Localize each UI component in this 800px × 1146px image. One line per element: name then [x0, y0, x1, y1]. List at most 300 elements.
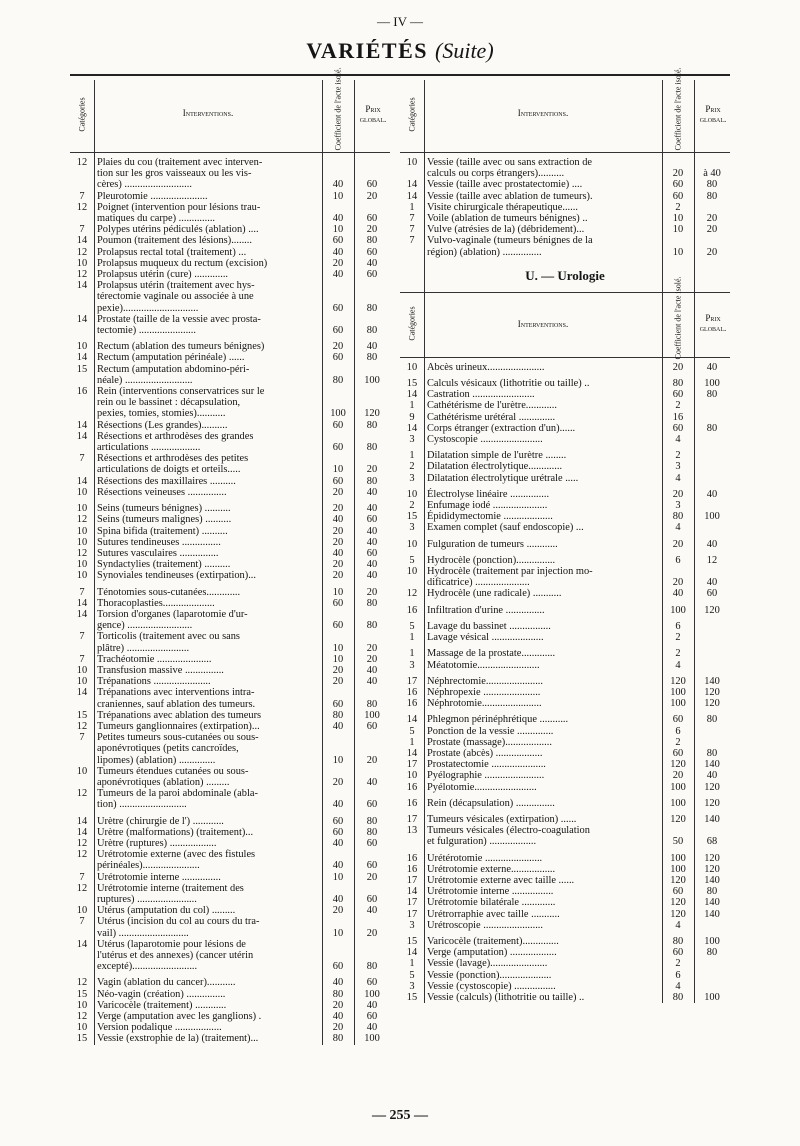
intervention-cell: Vulve (atrésies de la) (débridement)...: [427, 224, 585, 236]
table-row: [70, 247, 390, 258]
header-interventions: Interventions.: [182, 108, 234, 118]
coefficient-cell: 60: [672, 389, 684, 401]
coefficient-cell: 80: [672, 378, 684, 390]
table-row: [400, 378, 730, 389]
category-cell: 14: [76, 826, 88, 838]
intervention-cell: et fulguration) ..................: [427, 836, 537, 848]
title-main: VARIÉTÉS: [306, 38, 428, 63]
coefficient-cell: 60: [672, 190, 684, 202]
price-cell: 40: [366, 570, 378, 582]
intervention-cell: Prolapsus muqueux du rectum (excision): [97, 257, 268, 269]
table-row: [70, 420, 390, 431]
intervention-cell: Petites tumeurs sous-cutanées ou sous-: [97, 732, 259, 744]
category-cell: 7: [409, 235, 415, 247]
table-row: [70, 364, 390, 375]
category-cell: 15: [76, 1033, 88, 1045]
intervention-cell: pexie).............................: [97, 302, 199, 314]
category-cell: 10: [76, 341, 88, 353]
category-cell: 10: [76, 1022, 88, 1034]
price-cell: 20: [706, 213, 718, 225]
header-coefficient: Coefficient de l'acte isolé.: [673, 67, 683, 151]
intervention-cell: Vessie (ponction)....................: [427, 969, 552, 981]
table-row: [400, 412, 730, 423]
table-row: [400, 588, 730, 599]
coefficient-cell: 40: [332, 1011, 344, 1023]
coefficient-cell: 20: [672, 168, 684, 180]
category-cell: 12: [76, 837, 88, 849]
intervention-cell: pexies, tomies, stomies)...........: [97, 408, 226, 420]
coefficient-cell: 20: [332, 525, 344, 537]
price-cell: 60: [366, 547, 378, 559]
price-cell: 40: [366, 676, 378, 688]
intervention-cell: aponévrotiques (petits cancroïdes,: [97, 743, 239, 755]
table-row: [70, 989, 390, 1000]
intervention-cell: Verge (amputation avec les ganglions) .: [97, 1011, 262, 1023]
price-cell: 60: [366, 837, 378, 849]
price-cell: 140: [704, 908, 720, 920]
table-row: [70, 699, 390, 710]
table-row: [70, 905, 390, 916]
intervention-cell: Plaies du cou (traitement avec interven-: [97, 157, 263, 168]
column-rule: [94, 80, 95, 1045]
table-row: [400, 770, 730, 781]
category-cell: 3: [409, 472, 415, 484]
intervention-cell: térectomie vaginale ou associée à une: [97, 291, 254, 303]
intervention-cell: ruptures) .......................: [97, 894, 197, 905]
price-cell: 40: [706, 538, 718, 550]
coefficient-cell: 6: [675, 969, 681, 981]
price-cell: 80: [706, 747, 718, 759]
price-cell: 20: [366, 190, 378, 202]
intervention-cell: Urètre (ruptures) ..................: [97, 837, 217, 849]
table-row: [70, 676, 390, 687]
category-cell: 16: [406, 698, 418, 710]
coefficient-cell: 2: [675, 958, 681, 970]
intervention-cell: Prostate (abcès) ..................: [427, 747, 543, 759]
column-rule: [424, 80, 425, 1003]
table-row: [400, 632, 730, 643]
intervention-cell: Trachéotomie .....................: [97, 653, 212, 665]
coefficient-cell: 100: [670, 797, 686, 809]
header-categories: Catégories: [407, 97, 417, 132]
table-row: [400, 202, 730, 213]
price-cell: 100: [364, 709, 380, 721]
intervention-cell: Prostatectomie .....................: [427, 759, 546, 771]
table-row: [400, 389, 730, 400]
intervention-cell: Tumeurs de la paroi abdominale (abla-: [97, 788, 258, 800]
table-row: [70, 537, 390, 548]
price-cell: 40: [366, 503, 378, 515]
intervention-cell: Varicocèle (traitement) ............: [97, 999, 227, 1011]
coefficient-cell: 60: [332, 325, 344, 337]
table-row: [400, 577, 730, 588]
table-row: [70, 179, 390, 190]
category-cell: 3: [409, 522, 415, 534]
intervention-cell: Hydrocèle (traitement par injection mo-: [427, 566, 593, 578]
coefficient-cell: 20: [672, 361, 684, 373]
price-cell: 100: [704, 378, 720, 390]
coefficient-cell: 20: [332, 486, 344, 498]
coefficient-cell: 40: [332, 269, 344, 281]
coefficient-cell: 3: [675, 461, 681, 473]
table-row: [70, 191, 390, 202]
intervention-cell: Urètre (chirurgie de l') ............: [97, 815, 224, 827]
category-cell: 12: [76, 269, 88, 281]
header-interventions: Interventions.: [517, 318, 569, 329]
intervention-cell: tion sur les gros vaisseaux ou les vis-: [97, 168, 252, 180]
coefficient-cell: 40: [332, 179, 344, 191]
table-row: [70, 352, 390, 363]
category-cell: 1: [409, 632, 415, 644]
coefficient-cell: 10: [332, 927, 344, 939]
coefficient-cell: 120: [670, 908, 686, 920]
coefficient-cell: 40: [332, 514, 344, 526]
table-row: [70, 397, 390, 408]
category-cell: 1: [409, 736, 415, 748]
table-row: [400, 157, 730, 168]
table-row: [70, 732, 390, 743]
coefficient-cell: 20: [332, 1022, 344, 1034]
table-row: [70, 487, 390, 498]
table-row: [70, 269, 390, 280]
intervention-cell: Torticolis (traitement avec ou sans: [97, 631, 240, 643]
category-cell: 12: [76, 788, 88, 800]
coefficient-cell: 10: [332, 653, 344, 665]
price-cell: 80: [366, 352, 378, 364]
coefficient-cell: 100: [670, 781, 686, 793]
category-cell: 17: [406, 759, 418, 771]
price-cell: 100: [704, 991, 720, 1003]
table-row: [70, 314, 390, 325]
table-row: [400, 362, 730, 373]
coefficient-cell: 4: [675, 659, 681, 671]
coefficient-cell: 40: [332, 246, 344, 258]
coefficient-cell: 40: [332, 799, 344, 811]
price-cell: 20: [706, 246, 718, 258]
category-cell: 10: [76, 905, 88, 917]
table-row: [400, 247, 730, 258]
table-row: [400, 864, 730, 875]
intervention-cell: Urétrotomie externe avec taille ......: [427, 874, 575, 886]
table-row: [400, 759, 730, 770]
table-row: [70, 766, 390, 777]
category-cell: 14: [76, 815, 88, 827]
table-row: [400, 825, 730, 836]
category-cell: 1: [409, 400, 415, 412]
category-cell: 14: [406, 389, 418, 401]
intervention-cell: Varicocèle (traitement)..............: [427, 935, 559, 947]
intervention-cell: Utérus (laparotomie pour lésions de: [97, 938, 246, 950]
table-row: [70, 710, 390, 721]
table-row: [70, 476, 390, 487]
intervention-cell: Transfusion massive ...............: [97, 664, 224, 676]
category-cell: 3: [409, 659, 415, 671]
category-cell: 12: [76, 977, 88, 989]
coefficient-cell: 20: [672, 488, 684, 500]
category-cell: 12: [406, 588, 418, 600]
category-cell: 14: [76, 352, 88, 364]
table-row: [70, 1033, 390, 1044]
intervention-cell: Hydrocèle (ponction)...............: [427, 554, 556, 566]
category-cell: 14: [406, 422, 418, 434]
table-row: [400, 782, 730, 793]
price-cell: 40: [366, 536, 378, 548]
table-row: [70, 503, 390, 514]
category-cell: 10: [76, 999, 88, 1011]
intervention-cell: gence) .........................: [97, 620, 193, 632]
intervention-cell: Ténotomies sous-cutanées.............: [97, 586, 241, 598]
price-cell: 60: [366, 246, 378, 258]
category-cell: 12: [76, 514, 88, 526]
category-cell: 1: [409, 450, 415, 462]
table-row: [70, 548, 390, 559]
category-cell: 15: [76, 709, 88, 721]
category-cell: 10: [406, 538, 418, 550]
intervention-cell: Abcès urineux......................: [427, 361, 545, 373]
category-cell: 16: [76, 386, 88, 398]
category-cell: 7: [79, 224, 85, 236]
intervention-cell: excepté).........................: [97, 961, 198, 973]
table-row: [400, 936, 730, 947]
header-categories: Catégories: [77, 97, 87, 132]
coefficient-cell: 20: [672, 538, 684, 550]
table-row: [70, 894, 390, 905]
price-cell: 140: [704, 813, 720, 825]
table-row: [400, 698, 730, 709]
price-cell: 80: [366, 475, 378, 487]
coefficient-cell: 10: [332, 754, 344, 766]
category-cell: 10: [76, 570, 88, 582]
table-row: [70, 883, 390, 894]
intervention-cell: Prolapsus rectal total (traitement) ...: [97, 246, 247, 258]
price-cell: 60: [366, 977, 378, 989]
coefficient-cell: 120: [670, 897, 686, 909]
table-row: [400, 461, 730, 472]
category-cell: 10: [76, 486, 88, 498]
price-cell: à 40: [703, 168, 721, 180]
price-cell: 80: [366, 325, 378, 337]
category-cell: 17: [406, 897, 418, 909]
category-cell: 5: [409, 620, 415, 632]
coefficient-cell: 60: [672, 886, 684, 898]
category-cell: 14: [76, 608, 88, 620]
header-coefficient: Coefficient de l'acte isolé.: [673, 276, 683, 360]
category-cell: 10: [76, 559, 88, 571]
intervention-cell: aponévrotiques (ablation) .........: [97, 776, 230, 788]
coefficient-cell: 20: [672, 577, 684, 589]
category-cell: 10: [406, 361, 418, 373]
table-row: [70, 838, 390, 849]
category-cell: 14: [76, 235, 88, 247]
table-row: [70, 799, 390, 810]
coefficient-cell: 10: [332, 586, 344, 598]
coefficient-cell: 120: [670, 675, 686, 687]
category-cell: 15: [406, 935, 418, 947]
category-cell: 2: [409, 500, 415, 512]
category-cell: 14: [406, 190, 418, 202]
intervention-cell: Urétrotomie interne ................: [427, 886, 554, 898]
intervention-cell: Lavage du bassinet ................: [427, 620, 551, 632]
table-row: [400, 886, 730, 897]
table-row: [70, 643, 390, 654]
price-cell: 68: [706, 836, 718, 848]
right-rows-top: [400, 153, 730, 258]
coefficient-cell: 4: [675, 472, 681, 484]
title-suite: (Suite): [435, 38, 494, 63]
category-cell: 12: [76, 547, 88, 559]
price-cell: 40: [706, 361, 718, 373]
table-row: [70, 303, 390, 314]
intervention-cell: Dilatation électrolytique.............: [427, 461, 563, 473]
coefficient-cell: 20: [332, 341, 344, 353]
table-row: [400, 737, 730, 748]
coefficient-cell: 120: [670, 759, 686, 771]
price-cell: 100: [704, 935, 720, 947]
coefficient-cell: 60: [332, 597, 344, 609]
table-row: [400, 748, 730, 759]
table-row: [400, 853, 730, 864]
intervention-cell: vail) ...........................: [97, 927, 189, 939]
price-cell: 100: [364, 988, 380, 1000]
intervention-cell: Cathétérisme de l'urètre............: [427, 400, 557, 412]
price-cell: 80: [366, 302, 378, 314]
table-row: [70, 755, 390, 766]
intervention-cell: Urètre (malformations) (traitement)...: [97, 826, 254, 838]
intervention-cell: Tumeurs ganglionnaires (extirpation)...: [97, 720, 260, 732]
price-cell: 80: [366, 597, 378, 609]
table-row: [70, 168, 390, 179]
price-cell: 20: [366, 927, 378, 939]
table-row: [400, 648, 730, 659]
category-cell: 2: [409, 461, 415, 473]
intervention-cell: Tumeurs vésicales (extirpation) ......: [427, 813, 577, 825]
price-cell: 80: [706, 947, 718, 959]
header-prix: Prix global.: [699, 104, 727, 124]
price-cell: 120: [364, 408, 380, 420]
intervention-cell: lipomes) (ablation) ..............: [97, 754, 216, 766]
category-cell: 15: [406, 378, 418, 390]
intervention-cell: rein ou le bassinet : décapsulation,: [97, 397, 241, 409]
table-row: [70, 587, 390, 598]
coefficient-cell: 10: [672, 224, 684, 236]
coefficient-cell: 60: [672, 747, 684, 759]
price-cell: 80: [366, 961, 378, 973]
table-row: [70, 687, 390, 698]
table-row: [70, 743, 390, 754]
intervention-cell: Tumeurs étendues cutanées ou sous-: [97, 765, 249, 777]
coefficient-cell: 20: [332, 257, 344, 269]
coefficient-cell: 60: [332, 442, 344, 454]
coefficient-cell: 20: [332, 776, 344, 788]
coefficient-cell: 60: [672, 714, 684, 726]
table-row: [400, 489, 730, 500]
intervention-cell: Pleurotomie ......................: [97, 190, 208, 202]
price-cell: 60: [366, 720, 378, 732]
coefficient-cell: 80: [672, 991, 684, 1003]
price-cell: 80: [366, 815, 378, 827]
price-cell: 40: [706, 488, 718, 500]
price-cell: 40: [366, 1022, 378, 1034]
coefficient-cell: 10: [332, 464, 344, 476]
coefficient-cell: 20: [332, 676, 344, 688]
price-cell: 120: [704, 604, 720, 616]
column-rule: [694, 80, 695, 1003]
intervention-cell: Épididymectomie ...................: [427, 511, 553, 523]
table-row: [400, 224, 730, 235]
right-rows-bottom: [400, 358, 730, 1003]
table-row: [70, 665, 390, 676]
table-row: [70, 620, 390, 631]
coefficient-cell: 20: [332, 559, 344, 571]
price-cell: 60: [366, 799, 378, 811]
category-cell: 14: [406, 179, 418, 191]
page-title: [0, 38, 800, 64]
intervention-cell: Voile (ablation de tumeurs bénignes) ..: [427, 213, 588, 225]
coefficient-cell: 10: [332, 642, 344, 654]
category-cell: 7: [79, 586, 85, 598]
intervention-cell: Urétérotomie ......................: [427, 852, 543, 864]
intervention-cell: Seins (tumeurs malignes) ..........: [97, 514, 232, 526]
category-cell: 5: [409, 725, 415, 737]
coefficient-cell: 60: [332, 815, 344, 827]
category-cell: 16: [406, 686, 418, 698]
category-cell: 17: [406, 908, 418, 920]
coefficient-cell: 4: [675, 434, 681, 446]
coefficient-cell: 100: [670, 698, 686, 710]
coefficient-cell: 40: [332, 547, 344, 559]
table-row: [400, 875, 730, 886]
table-row: [400, 423, 730, 434]
column-rule: [354, 80, 355, 1045]
category-cell: 10: [406, 488, 418, 500]
coefficient-cell: 80: [332, 988, 344, 1000]
intervention-cell: Vessie (lavage)......................: [427, 958, 548, 970]
price-cell: 60: [366, 894, 378, 905]
coefficient-cell: 6: [675, 554, 681, 566]
category-cell: 10: [76, 765, 88, 777]
table-row: [400, 191, 730, 202]
table-row: [70, 570, 390, 581]
table-row: [70, 213, 390, 224]
intervention-cell: néale) ..........................: [97, 374, 193, 386]
category-cell: 12: [76, 720, 88, 732]
price-cell: 120: [704, 863, 720, 875]
category-cell: 12: [76, 849, 88, 861]
category-cell: 12: [76, 157, 88, 168]
coefficient-cell: 100: [670, 863, 686, 875]
intervention-cell: Vessie (taille avec ou sans extraction de: [427, 157, 593, 168]
intervention-cell: Prolapsus utérin (cure) .............: [97, 269, 229, 281]
table-row: [400, 798, 730, 809]
coefficient-cell: 6: [675, 725, 681, 737]
price-cell: 60: [366, 860, 378, 872]
category-cell: 14: [76, 419, 88, 431]
price-cell: 140: [704, 759, 720, 771]
intervention-cell: Cystoscopie ........................: [427, 434, 543, 446]
intervention-cell: Sutures vasculaires ...............: [97, 547, 219, 559]
category-cell: 10: [76, 257, 88, 269]
price-cell: 100: [364, 1033, 380, 1045]
table-row: [70, 961, 390, 972]
coefficient-cell: 10: [332, 224, 344, 236]
category-cell: 9: [409, 411, 415, 423]
table-row: [70, 827, 390, 838]
intervention-cell: Néphrectomie......................: [427, 675, 544, 687]
category-cell: 14: [406, 947, 418, 959]
intervention-cell: Seins (tumeurs bénignes) ..........: [97, 503, 231, 515]
category-cell: 12: [76, 246, 88, 258]
table-row: [400, 836, 730, 847]
